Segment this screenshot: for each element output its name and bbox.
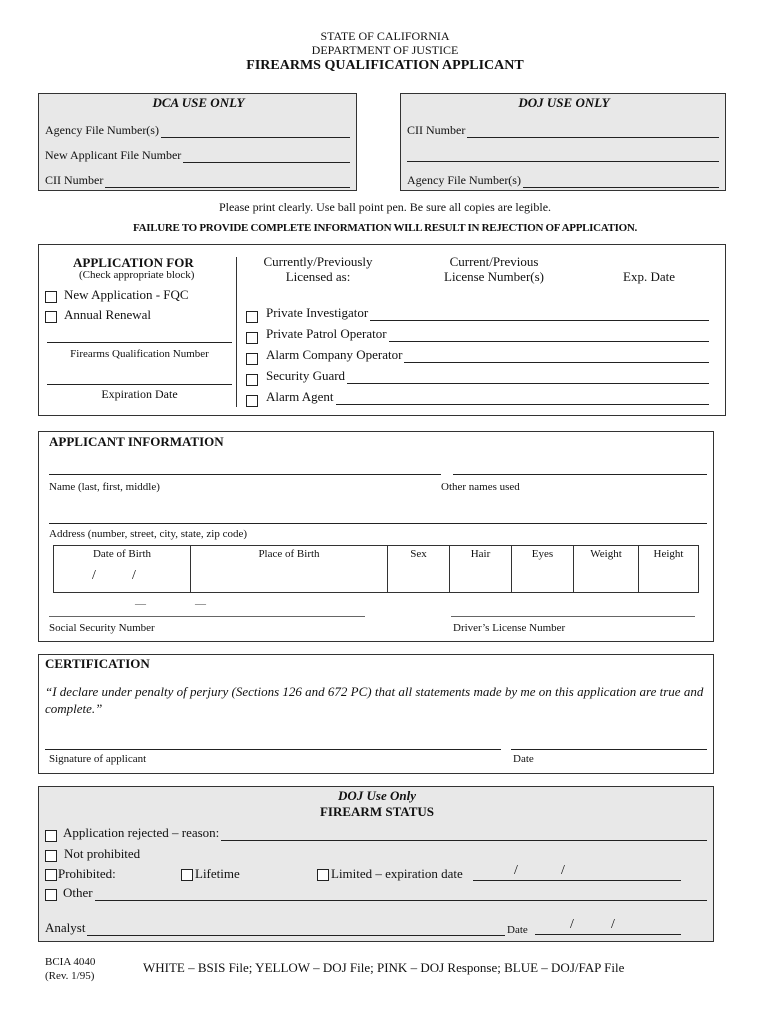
name-line[interactable] [49,474,441,475]
certification-section [38,654,714,774]
license-number-header-line1: Current/Previous [449,254,539,269]
private-investigator-checkbox[interactable] [246,311,258,323]
new-application-label: New Application - FQC [64,287,189,302]
place-of-birth-label: Place of Birth [258,548,320,560]
doj-use-only-box [400,93,726,191]
other-names-label: Other names used [441,481,520,493]
dca-use-only-box [38,93,357,191]
new-application-checkbox[interactable] [45,291,57,303]
alarm-agent-field[interactable]: Alarm Agent [266,389,709,405]
fq-expiration-line[interactable] [47,384,232,385]
other-checkbox[interactable] [45,889,57,901]
lifetime-checkbox[interactable] [181,869,193,881]
application-for-subheading: (Check appropriate block) [79,269,195,281]
eyes-label: Eyes [531,548,554,560]
name-label: Name (last, first, middle) [49,481,160,493]
analyst-date-slash-1: / [570,917,574,932]
print-instructions: Please print clearly. Use ball point pen. Be sure all copies are legible. [218,200,552,214]
certification-heading: CERTIFICATION [45,656,150,671]
applicant-information-heading: APPLICANT INFORMATION [49,434,224,449]
dca-agency-file-field[interactable]: Agency File Number(s) [45,123,350,138]
fq-number-line[interactable] [47,342,232,343]
application-for-section [38,244,726,416]
licensed-as-header-line1: Currently/Previously [263,254,373,269]
ssn-dash-2: — [195,598,206,610]
date-of-birth-label: Date of Birth [92,548,152,560]
form-revision: (Rev. 1/95) [45,970,95,982]
state-name: STATE OF CALIFORNIA [320,29,450,43]
analyst-field[interactable]: Analyst [45,920,505,936]
sex-label: Sex [410,548,427,560]
application-for-heading: APPLICATION FOR [73,255,194,270]
license-number-header-line2: License Number(s) [444,269,544,284]
annual-renewal-checkbox[interactable] [45,311,57,323]
signature-line[interactable] [45,749,501,750]
rejection-reason-field[interactable]: Application rejected – reason: [63,825,707,841]
address-label: Address (number, street, city, state, zip code) [49,528,247,540]
rejection-warning: FAILURE TO PROVIDE COMPLETE INFORMATION WILL RESULT IN REJECTION OF APPLICATION. [133,222,637,234]
fq-expiration-label: Expiration Date [101,387,178,401]
doj-blank-line[interactable] [407,161,719,162]
not-prohibited-checkbox[interactable] [45,850,57,862]
physical-description-table [53,545,699,593]
form-id: BCIA 4040 [45,956,96,968]
doj-agency-file-field[interactable]: Agency File Number(s) [407,173,719,188]
dca-cii-field[interactable]: CII Number [45,173,350,188]
signature-label: Signature of applicant [49,753,147,765]
analyst-date-slash-2: / [611,917,615,932]
dca-heading: DCA USE ONLY [152,95,245,110]
prohibited-checkbox[interactable] [45,869,57,881]
drivers-license-label: Driver’s License Number [453,622,566,634]
weight-cell[interactable] [574,546,639,592]
doj-firearm-status-section [38,786,714,942]
private-patrol-operator-checkbox[interactable] [246,332,258,344]
lifetime-label: Lifetime [195,866,240,881]
form-title: FIREARMS QUALIFICATION APPLICANT [246,58,524,73]
column-divider [236,257,237,407]
security-guard-checkbox[interactable] [246,374,258,386]
dca-new-applicant-field[interactable]: New Applicant File Number [45,148,350,163]
analyst-date-line[interactable] [535,934,681,935]
weight-label: Weight [590,548,622,560]
firearm-status-heading: FIREARM STATUS [319,804,434,819]
private-investigator-field[interactable]: Private Investigator [266,305,709,321]
not-prohibited-label: Not prohibited [64,846,141,861]
place-of-birth-cell[interactable] [191,546,388,592]
height-label: Height [653,548,684,560]
certification-statement: “I declare under penalty of perjury (Sections 126 and 672 PC) that all statements made by me on this application are true and complete.” [45,684,704,716]
doj-heading: DOJ USE ONLY [518,95,610,110]
ssn-dash-1: — [135,598,146,610]
analyst-date-label: Date [507,924,528,936]
alarm-company-operator-field[interactable]: Alarm Company Operator [266,347,709,363]
hair-cell[interactable] [450,546,512,592]
licensed-as-header-line2: Licensed as: [285,269,351,284]
doj-use-only-heading: DOJ Use Only [338,788,416,803]
other-names-line[interactable] [453,474,707,475]
limited-expiration-line[interactable] [473,880,681,881]
certification-date-label: Date [513,753,534,765]
ssn-label: Social Security Number [49,622,155,634]
limited-date-slash-2: / [561,863,565,878]
doj-cii-field[interactable]: CII Number [407,123,719,138]
other-field[interactable]: Other [63,885,707,901]
department-name: DEPARTMENT OF JUSTICE [311,43,459,57]
dob-slash-1: / [92,568,96,583]
address-line[interactable] [49,523,707,524]
certification-date-line[interactable] [511,749,707,750]
security-guard-field[interactable]: Security Guard [266,368,709,384]
prohibited-label: Prohibited: [58,866,116,881]
limited-label: Limited – expiration date [331,866,463,881]
limited-checkbox[interactable] [317,869,329,881]
height-cell[interactable] [639,546,698,592]
limited-date-slash-1: / [514,863,518,878]
exp-date-header: Exp. Date [623,269,675,284]
eyes-cell[interactable] [512,546,574,592]
alarm-company-operator-checkbox[interactable] [246,353,258,365]
alarm-agent-checkbox[interactable] [246,395,258,407]
ssn-line[interactable] [49,616,365,617]
drivers-license-line[interactable] [451,616,695,617]
application-rejected-checkbox[interactable] [45,830,57,842]
dob-slash-2: / [132,568,136,583]
hair-label: Hair [470,548,491,560]
applicant-information-section [38,431,714,642]
sex-cell[interactable] [388,546,450,592]
date-of-birth-cell[interactable] [54,546,191,592]
annual-renewal-label: Annual Renewal [64,307,152,322]
fq-number-label: Firearms Qualification Number [70,348,209,360]
private-patrol-operator-field[interactable]: Private Patrol Operator [266,326,709,342]
copy-distribution: WHITE – BSIS File; YELLOW – DOJ File; PINK – DOJ Response; BLUE – DOJ/FAP File [143,960,625,975]
